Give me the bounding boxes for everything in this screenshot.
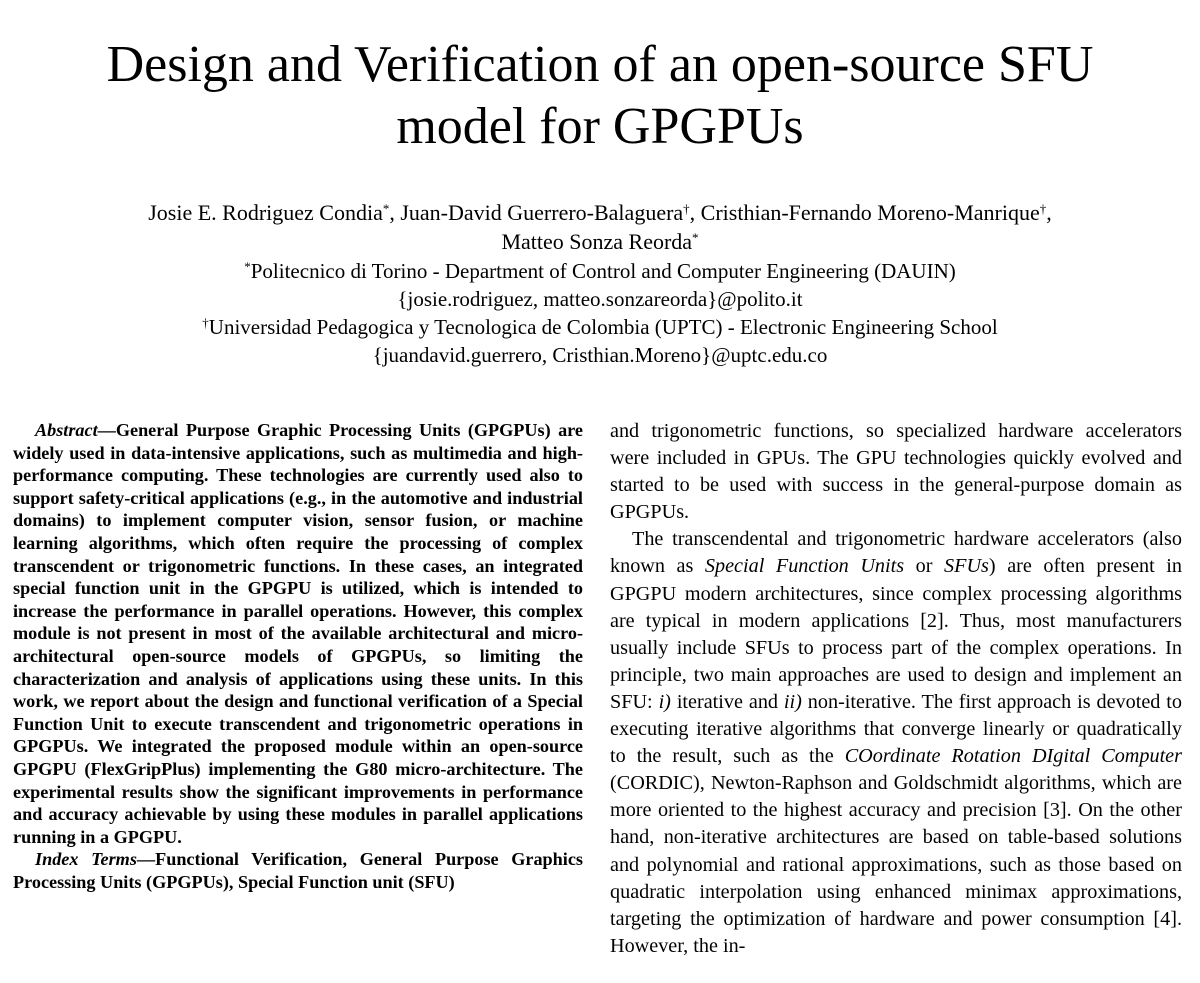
author-name: Matteo Sonza Reorda	[501, 229, 693, 254]
emphasis-text: Special Function Units	[704, 555, 905, 578]
affiliations	[0, 257, 1200, 369]
enumeration-marker: ii)	[783, 690, 802, 713]
affiliation-mark: *	[244, 259, 251, 274]
index-terms	[13, 848, 583, 893]
author-line-2	[0, 227, 1200, 256]
emphasis-text: SFUs	[944, 555, 989, 578]
affiliation-mark: †	[1039, 201, 1047, 216]
abstract-label: Abstract	[35, 420, 98, 440]
enumeration-marker: i)	[658, 690, 671, 713]
affiliation-mark: †	[683, 201, 690, 216]
affiliation-1	[0, 257, 1200, 285]
affiliation-2-email: {juandavid.guerrero, Cristhian.Moreno}@uptc.edu.co	[372, 343, 828, 367]
abstract	[13, 419, 583, 848]
author-name: , Cristhian-Fernando Moreno-Manrique	[689, 200, 1040, 225]
left-column	[13, 419, 583, 893]
index-terms-label: Index Terms	[35, 849, 137, 870]
affiliation-mark: *	[692, 230, 699, 245]
affiliation-mark: †	[202, 315, 209, 330]
body-text: (CORDIC), Newton-Raphson and Goldschmidt algorithms, which are more oriented to the highest accuracy and precision [3]. On the other hand, non-iterative architectures are based on table-based solutions and polynomial and rational approximations, such as those based on quadratic interpolation using enhanced minimax approximations, targeting the optimization of hardware and power consumption [4]. However, the in-	[610, 772, 1182, 957]
abstract-text: —General Purpose Graphic Processing Units (GPGPUs) are widely used in data-intensive applications, such as multimedia and high-performance computing. These technologies are currently used also to support safety-critical applications (e.g., in the automotive and industrial domains) to implement computer vision, sensor fusion, or machine learning algorithms, which often require the processing of complex transcendent or trigonometric functions. In these cases, an integrated special function unit in the GPGPU is utilized, which is intended to increase the performance in parallel operations. However, this complex module is not present in most of the available architectural and micro-architectural open-source models of GPGPUs, so limiting the characterization and analysis of applications using these units. In this work, we report about the design and functional verification of a Special Function Unit to execute transcendent and trigonometric operations in GPGPUs. We integrated the proposed module within an open-source GPGPU (FlexGripPlus) implementing the G80 micro-architecture. The experimental results show the significant improvements in performance and accuracy achievable by using these modules in parallel applications running in a GPGPU.	[13, 420, 583, 847]
paper-title-line-2: model for GPGPUs	[396, 98, 804, 155]
body-text: or	[904, 555, 945, 578]
affiliation-2	[0, 313, 1200, 341]
author-name: Josie E. Rodriguez Condia	[148, 200, 383, 225]
body-text: The transcendental and trigonometric hardware accelerators (also known as	[610, 528, 1182, 578]
author-separator: ,	[1046, 200, 1052, 225]
body-text: non-iterative. The first approach is devoted to executing iterative algorithms that converge linearly or quadratically to the result, such as the	[610, 690, 1182, 768]
emphasis-text: COordinate Rotation DIgital Computer	[844, 745, 1182, 768]
author-line-1	[0, 198, 1200, 227]
affiliation-mark: *	[382, 201, 390, 216]
body-text: ) are often present in GPGPU modern architectures, since complex processing algorithms are typical in modern applications [2]. Thus, most manufacturers usually include SFUs to process part of the complex operations. In principle, two main approaches are used to design and implement an SFU:	[610, 555, 1182, 713]
body-paragraph-2	[610, 526, 1182, 960]
index-terms-text: —Functional Verification, General Purpose Graphics Processing Units (GPGPUs), Special Function unit (SFU)	[13, 849, 583, 892]
author-list	[0, 198, 1200, 256]
body-paragraph-1: and trigonometric functions, so specialized hardware accelerators were included in GPUs. The GPU technologies quickly evolved and started to be used with success in the general-purpose domain as GPGPUs.	[610, 420, 1182, 524]
author-name: , Juan-David Guerrero-Balaguera	[389, 200, 684, 225]
paper-title-line-1: Design and Verification of an open-source SFU	[106, 36, 1094, 93]
body-text: iterative and	[670, 690, 784, 713]
affiliation-2-text: Universidad Pedagogica y Tecnologica de Colombia (UPTC) - Electronic Engineering School	[208, 315, 998, 339]
paper-title	[0, 34, 1200, 158]
affiliation-1-email: {josie.rodriguez, matteo.sonzareorda}@polito.it	[397, 287, 803, 311]
affiliation-1-text: Politecnico di Torino - Department of Control and Computer Engineering (DAUIN)	[250, 259, 956, 283]
right-column	[610, 418, 1182, 960]
